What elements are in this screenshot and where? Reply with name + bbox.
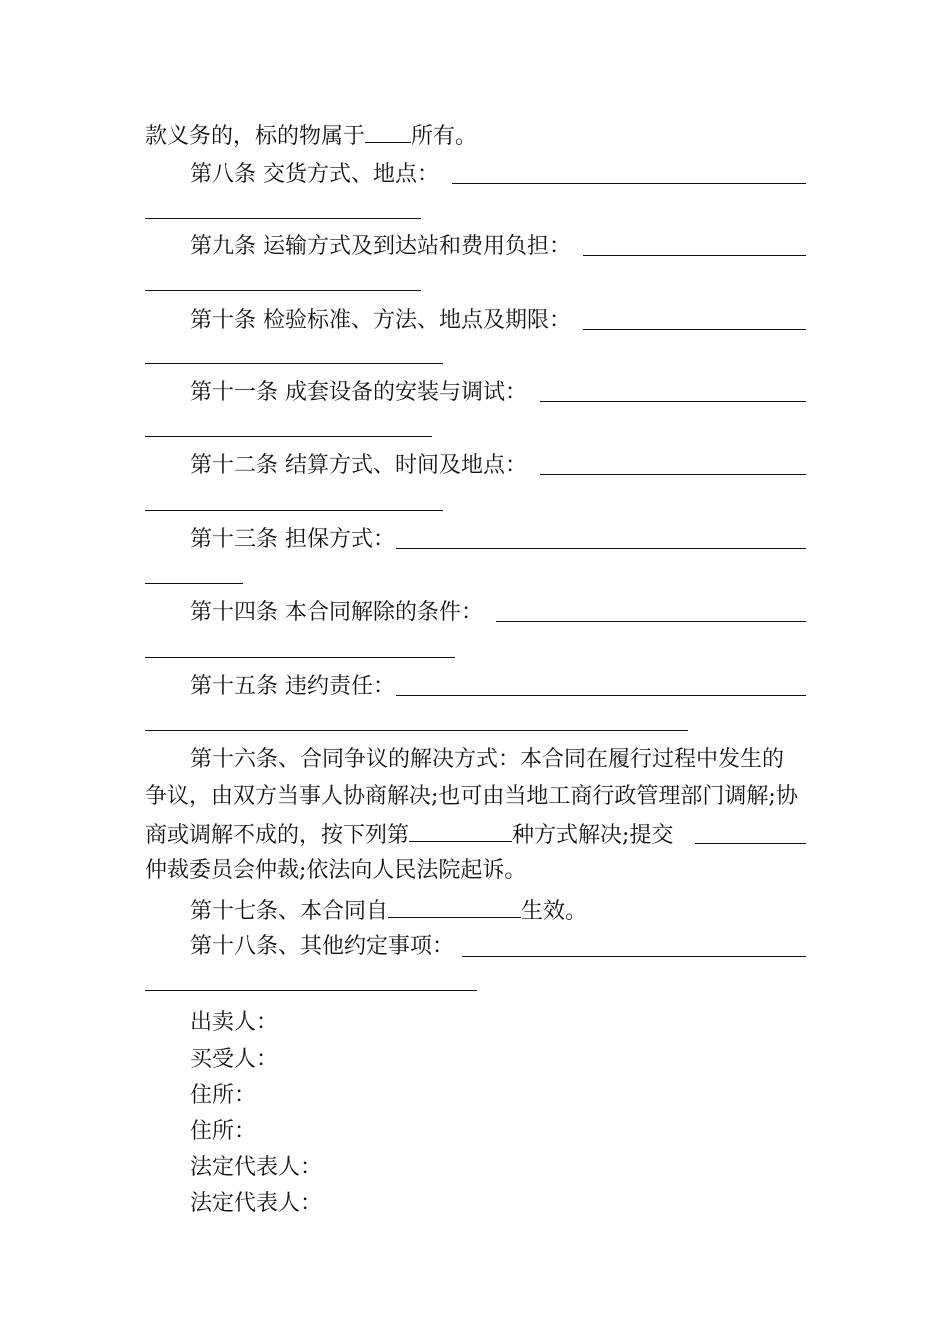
article-16-line-4: 仲裁委员会仲裁;依法向人民法院起诉。 (145, 858, 527, 883)
article-11-label: 第十一条 成套设备的安装与调试： (190, 380, 527, 405)
article-16-line-3 (145, 819, 673, 849)
seller-address-label: 住所： (190, 1083, 257, 1108)
article-15-blank-2 (145, 730, 688, 731)
article-16-line-3-text: 商或调解不成的，按下列第 (145, 823, 410, 848)
article-13-label: 第十三条 担保方式： (190, 527, 395, 552)
article-17-suffix: 生效。 (521, 899, 588, 924)
article-12-label: 第十二条 结算方式、时间及地点： (190, 453, 527, 478)
effective-date-blank (388, 895, 521, 918)
seller-legal-rep-label: 法定代表人： (190, 1155, 323, 1180)
article-10-blank-2 (145, 363, 443, 364)
article-8-label: 第八条 交货方式、地点： (190, 162, 439, 187)
article-18-blank-2 (145, 990, 477, 991)
buyer-address-label: 住所： (190, 1119, 257, 1144)
intro-suffix: 所有。 (411, 124, 478, 149)
article-10-blank-1 (583, 329, 806, 330)
article-17-text: 第十七条、本合同自 (190, 899, 389, 924)
buyer-legal-rep-label: 法定代表人： (190, 1191, 323, 1216)
article-13-blank-2 (145, 583, 243, 584)
article-12-blank-2 (145, 510, 443, 511)
owner-blank (365, 120, 411, 143)
article-18-blank-1 (462, 956, 806, 957)
article-15-blank-1 (396, 695, 806, 696)
article-18-label: 第十八条、其他约定事项： (190, 934, 455, 959)
article-11-blank-2 (145, 436, 432, 437)
intro-line (145, 120, 477, 150)
article-10-label: 第十条 检验标准、方法、地点及期限： (190, 308, 571, 333)
article-11-blank-1 (540, 401, 806, 402)
article-16-line-3-suffix: 种方式解决;提交 (512, 823, 674, 848)
article-16-line-2: 争议，由双方当事人协商解决;也可由当地工商行政管理部门调解;协 (145, 784, 798, 809)
article-9-label: 第九条 运输方式及到达站和费用负担： (190, 234, 571, 259)
article-14-blank-1 (496, 621, 806, 622)
buyer-label: 买受人： (190, 1047, 279, 1072)
article-9-blank-1 (583, 255, 806, 256)
article-14-label: 第十四条 本合同解除的条件： (190, 600, 483, 625)
article-13-blank-1 (396, 548, 806, 549)
article-9-blank-2 (145, 290, 421, 291)
article-15-label: 第十五条 违约责任： (190, 674, 395, 699)
seller-label: 出卖人： (190, 1010, 279, 1035)
intro-text: 款义务的，标的物属于 (145, 124, 366, 149)
article-8-blank-1 (452, 183, 806, 184)
article-14-blank-2 (145, 657, 455, 658)
article-17-line (190, 895, 587, 925)
article-16-line-1: 第十六条、合同争议的解决方式：本合同在履行过程中发生的 (190, 747, 785, 772)
article-12-blank-1 (540, 474, 806, 475)
method-number-blank (409, 819, 512, 842)
article-8-blank-2 (145, 218, 421, 219)
arbitration-commission-blank (695, 843, 806, 844)
